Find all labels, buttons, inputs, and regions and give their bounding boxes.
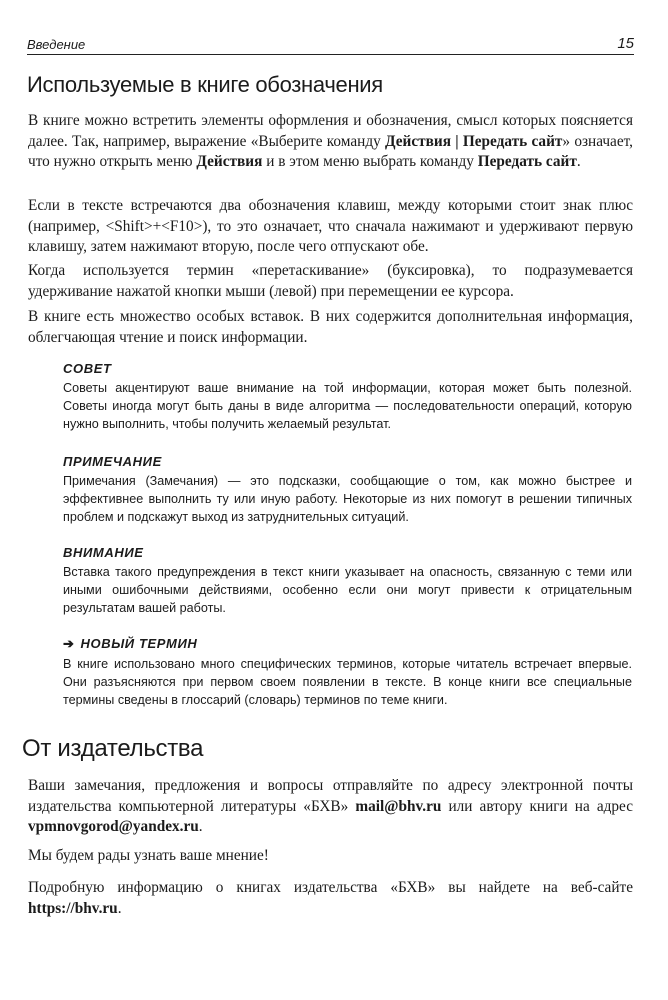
website-url: https://bhv.ru xyxy=(28,899,118,917)
inset-new-term xyxy=(63,636,632,709)
menu-command-bold: Действия | Передать сайт xyxy=(385,132,563,150)
inset-text: Советы акцентируют ваше внимание на той информации, которая может быть полезной. Советы иногда могут быть даны в виде алгоритма — последовательности операций, которую нужно выполнить, чтобы получить желаемый результат. xyxy=(63,381,632,431)
inset-title: ВНИМАНИЕ xyxy=(63,545,144,560)
inset-note xyxy=(63,454,632,526)
inset-warning xyxy=(63,545,632,617)
text-run: В книге можно встретить элементы оформления и обозначения, смысл которых поясняется далее. Так, например, выражение «Выберите команду xyxy=(28,112,633,150)
inset-text: Примечания (Замечания) — это подсказки, сообщающие о том, как можно быстрее и эффективнее выполнить ту или иную работу. Некоторые из них помогут в решении типичных проблем и подскажут выход из затруднительных ситуаций. xyxy=(63,474,632,524)
inset-title: ПРИМЕЧАНИЕ xyxy=(63,454,162,469)
paragraph-feedback xyxy=(28,776,633,838)
author-email: vpmnovgorod@yandex.ru xyxy=(28,818,199,835)
paragraph-opinion: Мы будем рады узнать ваше мнение! xyxy=(28,847,269,864)
text-run: » означает, что нужно открыть меню xyxy=(28,132,633,170)
text-run: Подробную информацию о книгах издательства «БХВ» вы найдете на веб-сайте xyxy=(28,879,633,896)
section-heading-publisher: От издательства xyxy=(22,735,204,762)
text-run: Ваши замечания, предложения и вопросы отправляйте по адресу электронной почты издательства компьютерной литературы «БХВ» xyxy=(28,777,633,815)
paragraph-website xyxy=(28,878,633,919)
text-run: . xyxy=(576,153,581,170)
paragraph-drag-term: Когда используется термин «перетаскивание» (буксировка), то подразумевается удерживание нажатой кнопки мыши (левой) при перемещении ее курсора. xyxy=(28,262,633,300)
text-run: и в этом меню выбрать команду xyxy=(262,153,478,170)
paragraph-key-combinations: Если в тексте встречаются два обозначения клавиш, между которыми стоит знак плюс (например, <Shift>+<F10>), то это означает, что сначала нажимают и удерживают первую клавишу, затем нажимают вторую, после чего отпускают обе. xyxy=(28,197,633,255)
inset-text: В книге использовано много специфических терминов, которые читатель встречает впервые. Они разъясняются при первом своем появлении в тексте. В конце книги все специальные термины сведены в глоссарий (словарь) терминов по теме книги. xyxy=(63,657,632,707)
inset-title-label: НОВЫЙ ТЕРМИН xyxy=(80,636,198,651)
inset-title xyxy=(63,636,632,652)
menu-name-bold: Действия xyxy=(196,153,263,170)
section-heading-notation: Используемые в книге обозначения xyxy=(27,72,383,97)
page-number: 15 xyxy=(617,35,634,52)
inset-tip xyxy=(63,361,632,433)
text-run: или автору книги на адрес xyxy=(441,797,633,815)
publisher-email: mail@bhv.ru xyxy=(355,797,442,815)
running-header xyxy=(27,34,634,55)
command-name-bold: Передать сайт xyxy=(477,153,577,170)
text-run: . xyxy=(117,899,122,917)
paragraph-notation-intro xyxy=(28,111,633,173)
header-section-title: Введение xyxy=(27,37,86,52)
arrow-right-icon: ➔ xyxy=(63,636,75,651)
text-run: . xyxy=(198,818,203,835)
inset-text: Вставка такого предупреждения в текст книги указывает на опасность, связанную с теми или иными ошибочными действиями, особенно если они могут привести к отрицательным результатам вашей работы. xyxy=(63,565,632,615)
paragraph-insets-intro: В книге есть множество особых вставок. В них содержится дополнительная информация, облегчающая чтение и поиск информации. xyxy=(28,308,633,346)
inset-title: СОВЕТ xyxy=(63,361,112,376)
